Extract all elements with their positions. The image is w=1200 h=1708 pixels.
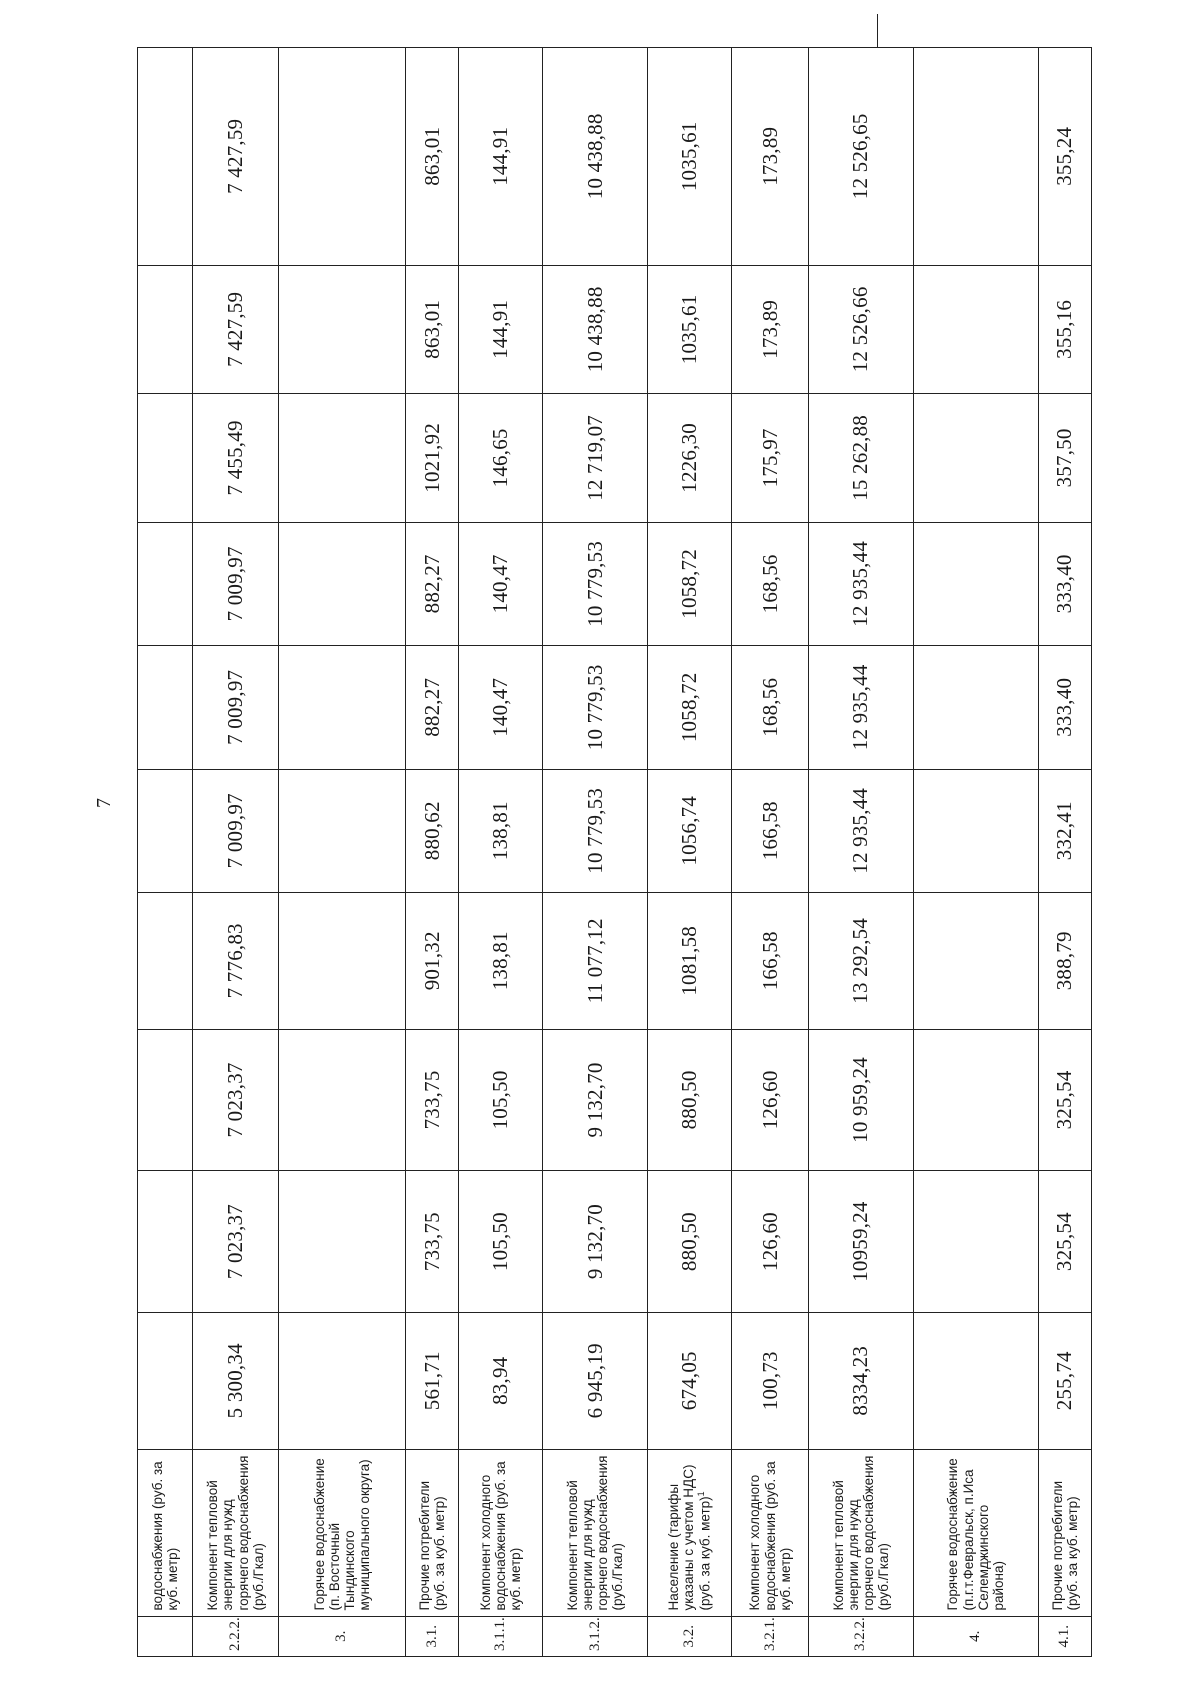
tariff-value-cell: 1056,74 — [647, 769, 731, 892]
tariff-value-cell: 12 935,44 — [809, 646, 913, 769]
row-name-text: Горячее водоснабжение (п. Восточный Тындинского муниципального округа) — [311, 1458, 373, 1611]
tariff-value-cell: 166,58 — [731, 769, 809, 892]
tariff-value-cell — [138, 48, 193, 266]
tariff-value-cell: 12 526,65 — [809, 48, 913, 266]
row-name — [647, 1449, 731, 1616]
tariff-value-cell: 863,01 — [406, 48, 459, 266]
row-name — [1038, 1449, 1091, 1616]
tariff-value-cell: 10 779,53 — [543, 769, 647, 892]
row-name-text: Компонент холодного водоснабжения (руб. за куб. метр) — [747, 1461, 793, 1611]
tariff-value-cell: 561,71 — [406, 1312, 459, 1449]
row-name-text: Прочие потребители (руб. за куб. метр) — [417, 1480, 448, 1611]
tariff-value-cell: 138,81 — [459, 893, 543, 1030]
table-row — [459, 48, 543, 1657]
tariff-value-cell: 105,50 — [459, 1029, 543, 1171]
tariff-value-cell: 166,58 — [731, 893, 809, 1030]
tariff-value-cell: 100,73 — [731, 1312, 809, 1449]
row-number: 3.1. — [406, 1616, 459, 1656]
table-row — [543, 48, 647, 1657]
row-name — [543, 1449, 647, 1616]
tariff-value-cell: 7 455,49 — [193, 394, 278, 523]
tariff-value-cell — [138, 1171, 193, 1313]
tariff-value-cell — [278, 522, 405, 645]
tariff-value-cell: 7 009,97 — [193, 769, 278, 892]
tariff-value-cell: 863,01 — [406, 265, 459, 394]
tariff-value-cell: 325,54 — [1038, 1171, 1091, 1313]
tariff-value-cell — [138, 1029, 193, 1171]
tariff-value-cell: 10 779,53 — [543, 646, 647, 769]
tariff-value-cell: 6 945,19 — [543, 1312, 647, 1449]
footnote-mark: 1 — [696, 1491, 707, 1497]
tariff-value-cell — [138, 646, 193, 769]
table-row — [278, 48, 405, 1657]
tariff-value-cell: 733,75 — [406, 1171, 459, 1313]
tariff-value-cell — [913, 1312, 1038, 1449]
tariff-value-cell: 255,74 — [1038, 1312, 1091, 1449]
tariff-value-cell: 15 262,88 — [809, 394, 913, 523]
row-number: 2.2.2. — [193, 1616, 278, 1656]
row-name — [913, 1449, 1038, 1616]
tariff-value-cell: 168,56 — [731, 522, 809, 645]
row-name-text: водоснабжения (руб. за куб. метр) — [150, 1461, 181, 1611]
corner-mark — [877, 14, 878, 48]
row-name — [138, 1449, 193, 1616]
tariff-value-cell: 880,62 — [406, 769, 459, 892]
tariff-value-cell: 7 427,59 — [193, 265, 278, 394]
tariff-value-cell — [278, 48, 405, 266]
tariff-value-cell: 1058,72 — [647, 646, 731, 769]
tariff-table — [137, 47, 1092, 1657]
row-number: 3.2.2. — [809, 1616, 913, 1656]
row-name — [278, 1449, 405, 1616]
page-number: 7 — [93, 798, 115, 808]
row-number: 3.1.1. — [459, 1616, 543, 1656]
table-row — [913, 48, 1038, 1657]
tariff-value-cell — [278, 1171, 405, 1313]
row-name — [731, 1449, 809, 1616]
tariff-value-cell — [278, 265, 405, 394]
tariff-value-cell: 7 427,59 — [193, 48, 278, 266]
tariff-value-cell: 901,32 — [406, 893, 459, 1030]
table-row — [193, 48, 278, 1657]
tariff-value-cell — [913, 522, 1038, 645]
tariff-value-cell: 12 526,66 — [809, 265, 913, 394]
tariff-value-cell — [138, 394, 193, 523]
tariff-value-cell — [913, 1029, 1038, 1171]
tariff-value-cell — [913, 1171, 1038, 1313]
tariff-value-cell: 168,56 — [731, 646, 809, 769]
tariff-value-cell: 332,41 — [1038, 769, 1091, 892]
tariff-value-cell — [278, 769, 405, 892]
tariff-value-cell: 355,24 — [1038, 48, 1091, 266]
tariff-value-cell — [913, 893, 1038, 1030]
tariff-value-cell: 140,47 — [459, 646, 543, 769]
tariff-value-cell — [278, 1312, 405, 1449]
tariff-value-cell: 1226,30 — [647, 394, 731, 523]
tariff-value-cell: 146,65 — [459, 394, 543, 523]
tariff-value-cell — [278, 394, 405, 523]
tariff-value-cell: 357,50 — [1038, 394, 1091, 523]
row-name — [809, 1449, 913, 1616]
tariff-value-cell: 140,47 — [459, 522, 543, 645]
tariff-value-cell: 173,89 — [731, 48, 809, 266]
tariff-value-cell: 11 077,12 — [543, 893, 647, 1030]
tariff-value-cell — [913, 769, 1038, 892]
tariff-value-cell: 173,89 — [731, 265, 809, 394]
tariff-value-cell: 1021,92 — [406, 394, 459, 523]
tariff-value-cell: 333,40 — [1038, 522, 1091, 645]
tariff-value-cell — [138, 522, 193, 645]
tariff-value-cell: 10 779,53 — [543, 522, 647, 645]
tariff-value-cell: 1035,61 — [647, 265, 731, 394]
tariff-value-cell: 12 935,44 — [809, 522, 913, 645]
tariff-value-cell: 880,50 — [647, 1171, 731, 1313]
table-rotator — [137, 47, 1092, 1657]
row-name-text: Компонент тепловой энергии для нужд горячего водоснабжения (руб./Гкал) — [830, 1455, 892, 1611]
row-name-text: Компонент тепловой энергии для нужд горячего водоснабжения (руб./Гкал) — [205, 1455, 266, 1611]
row-name — [406, 1449, 459, 1616]
row-name-text: Компонент тепловой энергии для нужд горячего водоснабжения (руб./Гкал) — [564, 1455, 626, 1611]
tariff-value-cell: 7 023,37 — [193, 1171, 278, 1313]
tariff-value-cell: 325,54 — [1038, 1029, 1091, 1171]
tariff-value-cell — [913, 394, 1038, 523]
tariff-value-cell: 10 438,88 — [543, 265, 647, 394]
tariff-value-cell: 13 292,54 — [809, 893, 913, 1030]
tariff-value-cell: 126,60 — [731, 1171, 809, 1313]
tariff-value-cell — [138, 265, 193, 394]
row-number: 4. — [913, 1616, 1038, 1656]
tariff-value-cell: 144,91 — [459, 48, 543, 266]
tariff-value-cell — [278, 1029, 405, 1171]
tariff-value-cell: 8334,23 — [809, 1312, 913, 1449]
row-name-text: Население (тарифы указаны с учетом НДС) (руб. за куб. метр) — [665, 1464, 713, 1611]
tariff-value-cell: 880,50 — [647, 1029, 731, 1171]
tariff-value-cell: 126,60 — [731, 1029, 809, 1171]
tariff-value-cell: 144,91 — [459, 265, 543, 394]
table-row — [138, 48, 193, 1657]
row-number: 3.2. — [647, 1616, 731, 1656]
tariff-value-cell: 882,27 — [406, 522, 459, 645]
tariff-value-cell: 7 009,97 — [193, 646, 278, 769]
table-row — [647, 48, 731, 1657]
tariff-value-cell: 10 959,24 — [809, 1029, 913, 1171]
tariff-value-cell: 9 132,70 — [543, 1029, 647, 1171]
table-row — [731, 48, 809, 1657]
rotated-table-area — [137, 47, 1092, 1657]
tariff-value-cell: 7 776,83 — [193, 893, 278, 1030]
row-name — [193, 1449, 278, 1616]
tariff-value-cell: 175,97 — [731, 394, 809, 523]
tariff-value-cell: 1081,58 — [647, 893, 731, 1030]
tariff-value-cell: 10 438,88 — [543, 48, 647, 266]
tariff-value-cell: 83,94 — [459, 1312, 543, 1449]
row-number: 3.1.2. — [543, 1616, 647, 1656]
tariff-value-cell: 882,27 — [406, 646, 459, 769]
tariff-value-cell: 10959,24 — [809, 1171, 913, 1313]
row-number: 4.1. — [1038, 1616, 1091, 1656]
tariff-value-cell: 5 300,34 — [193, 1312, 278, 1449]
row-name — [459, 1449, 543, 1616]
tariff-value-cell — [278, 646, 405, 769]
tariff-value-cell: 7 023,37 — [193, 1029, 278, 1171]
tariff-value-cell — [913, 646, 1038, 769]
tariff-value-cell: 138,81 — [459, 769, 543, 892]
tariff-value-cell: 12 935,44 — [809, 769, 913, 892]
table-row — [406, 48, 459, 1657]
tariff-value-cell: 355,16 — [1038, 265, 1091, 394]
tariff-value-cell: 1035,61 — [647, 48, 731, 266]
tariff-value-cell: 105,50 — [459, 1171, 543, 1313]
tariff-value-cell: 388,79 — [1038, 893, 1091, 1030]
tariff-value-cell: 733,75 — [406, 1029, 459, 1171]
row-name-text: Компонент холодного водоснабжения (руб. за куб. метр) — [478, 1461, 524, 1611]
table-row — [809, 48, 913, 1657]
tariff-value-cell: 1058,72 — [647, 522, 731, 645]
row-number — [138, 1616, 193, 1656]
tariff-value-cell: 12 719,07 — [543, 394, 647, 523]
tariff-value-cell — [138, 769, 193, 892]
row-number: 3. — [278, 1616, 405, 1656]
tariff-value-cell: 674,05 — [647, 1312, 731, 1449]
tariff-value-cell — [913, 265, 1038, 394]
tariff-value-cell — [138, 893, 193, 1030]
tariff-value-cell: 7 009,97 — [193, 522, 278, 645]
tariff-value-cell — [913, 48, 1038, 266]
row-name-text: Прочие потребители (руб. за куб. метр) — [1049, 1480, 1080, 1611]
row-number: 3.2.1. — [731, 1616, 809, 1656]
row-name-text: Горячее водоснабжение (п.г.т.Февральск, п.Иса Селемджинского района) — [945, 1458, 1006, 1611]
tariff-value-cell — [138, 1312, 193, 1449]
tariff-value-cell — [278, 893, 405, 1030]
tariff-value-cell: 9 132,70 — [543, 1171, 647, 1313]
table-row — [1038, 48, 1091, 1657]
tariff-value-cell: 333,40 — [1038, 646, 1091, 769]
